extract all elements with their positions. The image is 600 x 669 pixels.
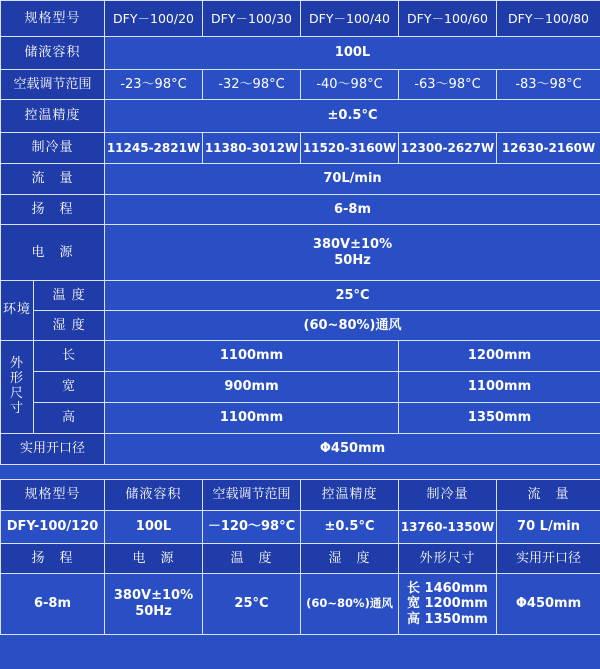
cooling-label: 制冷量 bbox=[1, 133, 105, 164]
temp-range-label: 空载调节范围 bbox=[1, 70, 105, 100]
temp-range-cell: -23～98°C bbox=[105, 70, 203, 100]
temp-range-cell: -40～98°C bbox=[301, 70, 399, 100]
env-humidity-row bbox=[1, 311, 600, 341]
dim-length-row bbox=[1, 341, 600, 372]
dim-height-row bbox=[1, 403, 600, 434]
cooling-cell: 11520-3160W bbox=[301, 133, 399, 164]
t2-header-cell: 湿 度 bbox=[301, 544, 399, 574]
dim-length-label: 长 bbox=[34, 341, 105, 372]
model-cell: DFY－100/20 bbox=[105, 1, 203, 37]
temp-range-row bbox=[1, 70, 600, 100]
t2-header-cell: 电 源 bbox=[105, 544, 203, 574]
temp-range-cell: -32～98°C bbox=[203, 70, 301, 100]
model-cell: DFY－100/60 bbox=[399, 1, 497, 37]
flow-value: 70L/min bbox=[105, 164, 600, 195]
t2-header-cell: 温 度 bbox=[203, 544, 301, 574]
lift-row bbox=[1, 195, 600, 225]
env-temp-value: 25°C bbox=[105, 281, 600, 311]
t2-power-voltage: 380V±10% bbox=[113, 588, 194, 604]
temp-range-cell: -83～98°C bbox=[497, 70, 600, 100]
t2-header-cell: 规格型号 bbox=[1, 480, 105, 511]
env-temp-row bbox=[1, 281, 600, 311]
cooling-cell: 12630-2160W bbox=[497, 133, 600, 164]
t2-dim-length: 长 1460mm bbox=[407, 580, 488, 596]
t2-values-row-2 bbox=[1, 574, 600, 635]
t2-opening-value: Φ450mm bbox=[497, 574, 600, 635]
t2-cooling-value: 13760-1350W bbox=[399, 511, 497, 544]
precision-value: ±0.5°C bbox=[105, 100, 600, 133]
t2-flow-value: 70 L/min bbox=[497, 511, 600, 544]
cooling-row bbox=[1, 133, 600, 164]
precision-row bbox=[1, 100, 600, 133]
opening-label: 实用开口径 bbox=[1, 434, 105, 465]
t2-header-cell: 实用开口径 bbox=[497, 544, 600, 574]
t2-values-row bbox=[1, 511, 600, 544]
model-cell: DFY－100/40 bbox=[301, 1, 399, 37]
capacity-row bbox=[1, 37, 600, 70]
dim-length-value-2: 1200mm bbox=[399, 341, 600, 372]
opening-value: Φ450mm bbox=[105, 434, 600, 465]
t2-capacity-value: 100L bbox=[105, 511, 203, 544]
env-humidity-label: 湿 度 bbox=[34, 311, 105, 341]
t2-header-row-2 bbox=[1, 544, 600, 574]
t2-model-value: DFY-100/120 bbox=[1, 511, 105, 544]
t2-header-cell: 空载调节范围 bbox=[203, 480, 301, 511]
flow-label: 流 量 bbox=[1, 164, 105, 195]
power-row bbox=[1, 225, 600, 281]
dim-height-value-1: 1100mm bbox=[105, 403, 399, 434]
t2-header-cell: 扬 程 bbox=[1, 544, 105, 574]
t2-dim-height: 高 1350mm bbox=[407, 611, 488, 627]
lift-value: 6-8m bbox=[105, 195, 600, 225]
capacity-label: 储液容积 bbox=[1, 37, 105, 70]
t2-power-frequency: 50Hz bbox=[135, 604, 172, 619]
power-frequency: 50Hz bbox=[334, 252, 371, 268]
capacity-value: 100L bbox=[105, 37, 600, 70]
t2-header-cell: 流 量 bbox=[497, 480, 600, 511]
t2-temp-value: 25°C bbox=[203, 574, 301, 635]
env-humidity-value: (60~80%)通风 bbox=[105, 311, 600, 341]
spec-table-secondary bbox=[0, 479, 600, 635]
t2-header-cell: 控温精度 bbox=[301, 480, 399, 511]
t2-temp-range-value: －120～98°C bbox=[203, 511, 301, 544]
dim-length-value-1: 1100mm bbox=[105, 341, 399, 372]
model-cell: DFY－100/80 bbox=[497, 1, 600, 37]
t2-humidity-value: (60~80%)通风 bbox=[301, 574, 399, 635]
t2-lift-value: 6-8m bbox=[1, 574, 105, 635]
temp-range-cell: -63～98°C bbox=[399, 70, 497, 100]
environment-label: 环境 bbox=[1, 281, 34, 341]
cooling-cell: 12300-2627W bbox=[399, 133, 497, 164]
t2-power-value bbox=[105, 574, 203, 635]
power-value bbox=[105, 225, 600, 281]
dim-width-value-2: 1100mm bbox=[399, 372, 600, 403]
power-voltage: 380V±10% bbox=[312, 236, 393, 252]
t2-header-cell: 外形尺寸 bbox=[399, 544, 497, 574]
header-row bbox=[1, 1, 600, 37]
model-cell: DFY－100/30 bbox=[203, 1, 301, 37]
env-temp-label: 温 度 bbox=[34, 281, 105, 311]
t2-header-row bbox=[1, 480, 600, 511]
dimensions-label: 外形尺寸 bbox=[1, 341, 34, 434]
cooling-cell: 11245-2821W bbox=[105, 133, 203, 164]
dim-width-row bbox=[1, 372, 600, 403]
dim-height-value-2: 1350mm bbox=[399, 403, 600, 434]
dim-width-label: 宽 bbox=[34, 372, 105, 403]
cooling-cell: 11380-3012W bbox=[203, 133, 301, 164]
t2-dimensions-value bbox=[399, 574, 497, 635]
dim-height-label: 高 bbox=[34, 403, 105, 434]
flow-row bbox=[1, 164, 600, 195]
t2-precision-value: ±0.5°C bbox=[301, 511, 399, 544]
power-label: 电 源 bbox=[1, 225, 105, 281]
table-gap bbox=[0, 468, 600, 479]
t2-header-cell: 储液容积 bbox=[105, 480, 203, 511]
lift-label: 扬 程 bbox=[1, 195, 105, 225]
opening-row bbox=[1, 434, 600, 465]
dim-width-value-1: 900mm bbox=[105, 372, 399, 403]
precision-label: 控温精度 bbox=[1, 100, 105, 133]
model-label: 规格型号 bbox=[1, 1, 105, 37]
t2-dim-width: 宽 1200mm bbox=[407, 596, 488, 612]
t2-header-cell: 制冷量 bbox=[399, 480, 497, 511]
